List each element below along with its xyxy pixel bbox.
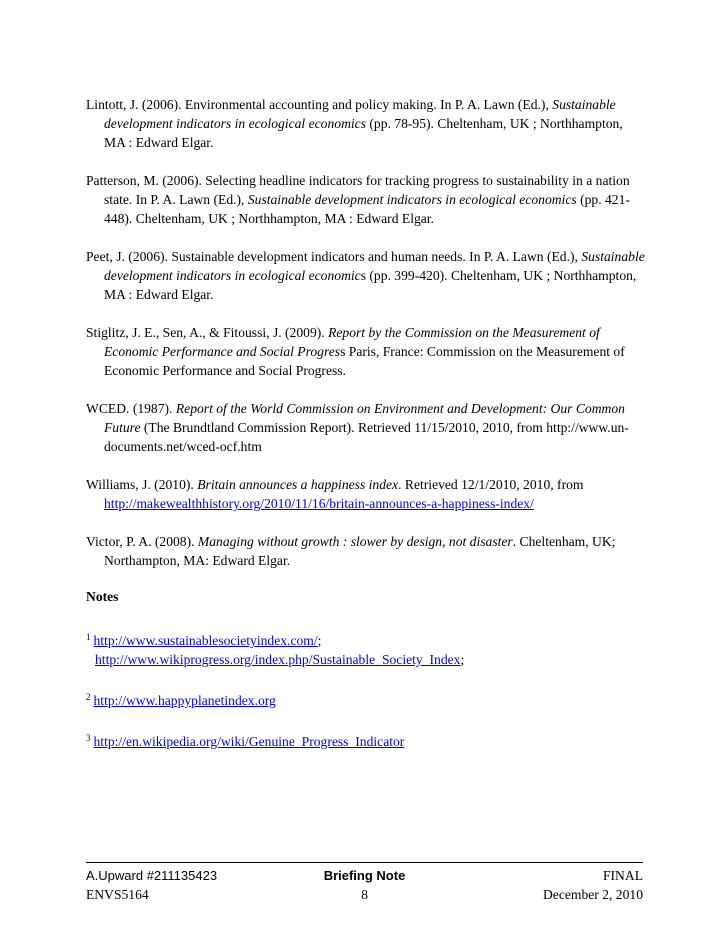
note-number: 2 (86, 692, 91, 702)
footer-status: FINAL (602, 868, 643, 883)
reference-title: Managing without growth : slower by design, not disaster (197, 534, 513, 549)
reference-entry: Lintott, J. (2006). Environmental accounting and policy making. In P. A. Lawn (Ed.), Sustainable development indicators in ecological economics (pp. 78-95). Cheltenham, UK ; Northhampton, MA : Edward Elgar. (86, 97, 623, 150)
note-3 (86, 729, 646, 751)
reference-title: Report by the Commission on the Measurement of Economic Performance and Social Progres (104, 325, 600, 359)
reference-title: Sustainable development indicators in ecological economics (247, 192, 577, 207)
reference-entry: Patterson, M. (2006). Selecting headline indicators for tracking progress to sustainability in a nation state. In P. A. Lawn (Ed.), Sustainable development indicators in ecological economics (pp. 421-448). Cheltenham, UK ; Northhampton, MA : Edward Elgar. (86, 173, 630, 226)
reference-entry: Stiglitz, J. E., Sen, A., & Fitoussi, J. (2009). Report by the Commission on the Measurement of Economic Performance and Social Progress Paris, France: Commission on the Measurement of Economic Performance and Social Progress. (86, 325, 625, 378)
reference-entry: Victor, P. A. (2008). Managing without growth : slower by design, not disaster. Cheltenham, UK; Northampton, MA: Edward Elgar. (86, 534, 616, 568)
note-link[interactable]: http://en.wikipedia.org/wiki/Genuine_Progress_Indicator (93, 734, 405, 749)
reference-entry: Peet, J. (2006). Sustainable development indicators and human needs. In P. A. Lawn (Ed.), Sustainable development indicators in ecological economics (pp. 399-420). Cheltenham, UK ; Northhampton, MA : Edward Elgar. (86, 249, 645, 302)
note-link[interactable]: http://www.happyplanetindex.org (93, 693, 276, 708)
note-2 (86, 688, 646, 710)
note-number: 3 (86, 733, 91, 743)
page-footer (86, 862, 643, 904)
reference-entry: Williams, J. (2010). Britain announces a happiness index. Retrieved 12/1/2010, 2010, from http://makewealthhistory.org/2010/11/16/britain-announces-a-happiness-index/ (86, 477, 584, 511)
notes-heading: Notes (86, 589, 119, 604)
footer-page-number: 8 (361, 887, 368, 902)
reference-entry: WCED. (1987). Report of the World Commission on Environment and Development: Our Common Future (The Brundtland Commission Report). Retrieved 11/15/2010, 2010, from http://www.un-documents.net/wced-ocf.htm (86, 401, 629, 454)
footer-doc-type: Briefing Note (323, 868, 406, 883)
note-link[interactable]: http://www.wikiprogress.org/index.php/Sustainable_Society_Index (95, 652, 461, 667)
footer-date: December 2, 2010 (542, 887, 643, 902)
reference-title: Britain announces a happiness index (197, 477, 399, 492)
footer-course: ENVS5164 (86, 887, 149, 902)
note-link[interactable]: http://www.sustainablesocietyindex.com/ (93, 633, 318, 648)
reference-link[interactable]: http://makewealthhistory.org/2010/11/16/britain-announces-a-happiness-index/ (104, 496, 534, 511)
note-1: $^1$ http://www.sustainablesocietyindex.com/; http://www.wikiprogress.org/index.php/Sustainable_Society_Index; (86, 632, 465, 667)
reference-title: Report of the World Commission on Environment and Development: Our Common Future (104, 401, 625, 435)
reference-title: Sustainable development indicators in ecological economics (104, 97, 616, 131)
references-list (86, 95, 646, 770)
note-number: 1 (86, 632, 91, 642)
reference-title: Sustainable development indicators in ecological economic (104, 249, 645, 283)
footer-author: A.Upward #211135423 (86, 868, 218, 883)
